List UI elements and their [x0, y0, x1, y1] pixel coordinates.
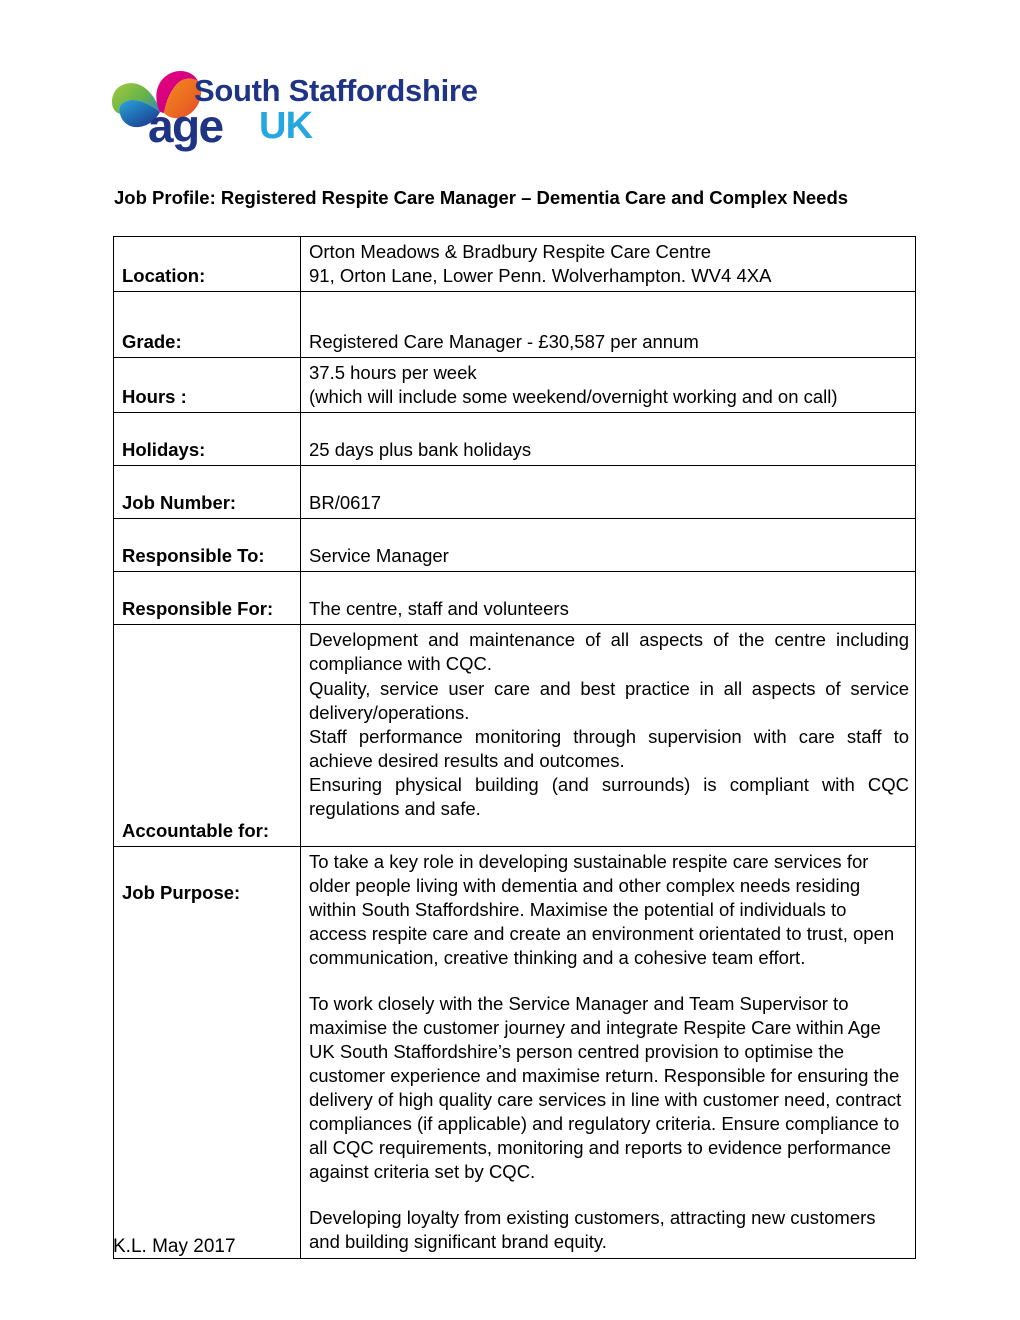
spacer-line	[309, 522, 909, 544]
row-value-holidays	[301, 413, 916, 466]
table-row	[114, 413, 916, 466]
page-title: Job Profile: Registered Respite Care Manager – Dementia Care and Complex Needs	[114, 187, 849, 208]
table-row	[114, 358, 916, 413]
spacer-line	[309, 970, 909, 992]
spacer-line	[309, 469, 909, 491]
logo-region-text: South Staffordshire	[194, 73, 478, 108]
value-line: 37.5 hours per week	[309, 362, 477, 384]
value-line: BR/0617	[309, 492, 381, 514]
table-row	[114, 846, 916, 1258]
table-row	[114, 625, 916, 846]
spacer-line	[309, 416, 909, 438]
row-value-location	[301, 237, 916, 292]
table-row	[114, 519, 916, 572]
row-label-grade: Grade:	[114, 292, 301, 358]
value-paragraph: To work closely with the Service Manager and Team Supervisor to maximise the customer journey and integrate Respite Care within Age UK South Staffordshire’s person centred provision to optimise the customer experience and maximise return. Responsible for ensuring the delivery of high quality care services in line with customer need, contract compliances (if applicable) and regulatory criteria. Ensure compliance to all CQC requirements, monitoring and reports to evidence performance against criteria set by CQC.	[309, 993, 902, 1183]
row-label-job-purpose: Job Purpose:	[114, 846, 301, 1258]
spacer-line	[309, 308, 909, 330]
value-paragraph: Developing loyalty from existing customers, attracting new customers and building significant brand equity.	[309, 1207, 876, 1253]
spacer-line	[309, 1184, 909, 1206]
job-profile-table	[113, 236, 916, 1259]
value-line: 25 days plus bank holidays	[309, 439, 532, 461]
spacer-line	[309, 575, 909, 597]
value-line: (which will include some weekend/overnight working and on call)	[309, 386, 838, 408]
row-value-job-number	[301, 466, 916, 519]
row-value-job-purpose	[301, 846, 916, 1258]
spacer-line	[309, 821, 909, 843]
table-row	[114, 237, 916, 292]
row-value-accountable-for	[301, 625, 916, 846]
row-label-responsible-for: Responsible For:	[114, 572, 301, 625]
row-label-accountable-for: Accountable for:	[114, 625, 301, 846]
table-row	[114, 466, 916, 519]
value-line: 91, Orton Lane, Lower Penn. Wolverhampton. WV4 4XA	[309, 265, 772, 287]
value-line: Service Manager	[309, 545, 449, 567]
row-label-job-number: Job Number:	[114, 466, 301, 519]
row-label-hours: Hours :	[114, 358, 301, 413]
value-line: Registered Care Manager - £30,587 per annum	[309, 331, 699, 353]
row-label-location: Location:	[114, 237, 301, 292]
row-label-holidays: Holidays:	[114, 413, 301, 466]
row-value-responsible-for	[301, 572, 916, 625]
row-value-grade	[301, 292, 916, 358]
value-line: Ensuring physical building (and surrounds) is compliant with CQC regulations and safe.	[309, 773, 909, 819]
document-footer-note: K.L. May 2017	[113, 1236, 236, 1257]
value-line: Orton Meadows & Bradbury Respite Care Centre	[309, 241, 712, 262]
logo-uk-text: UK	[259, 105, 313, 147]
row-value-hours	[301, 358, 916, 413]
table-row	[114, 572, 916, 625]
logo-age-text: age	[148, 100, 223, 152]
value-line: Quality, service user care and best practice in all aspects of service delivery/operations.	[309, 677, 909, 723]
row-label-responsible-to: Responsible To:	[114, 519, 301, 572]
value-line: Development and maintenance of all aspects of the centre including compliance with CQC.	[309, 629, 909, 675]
row-value-responsible-to	[301, 519, 916, 572]
value-paragraph: To take a key role in developing sustainable respite care services for older people living with dementia and other complex needs residing within South Staffordshire. Maximise the potential of individuals to access respite care and create an environment orientated to trust, open communication, creative thinking and a cohesive team effort.	[309, 850, 895, 968]
age-uk-south-staffordshire-logo	[108, 66, 478, 158]
table-row	[114, 292, 916, 358]
value-line: The centre, staff and volunteers	[309, 598, 569, 620]
value-line: Staff performance monitoring through supervision with care staff to achieve desired results and outcomes.	[309, 725, 909, 771]
